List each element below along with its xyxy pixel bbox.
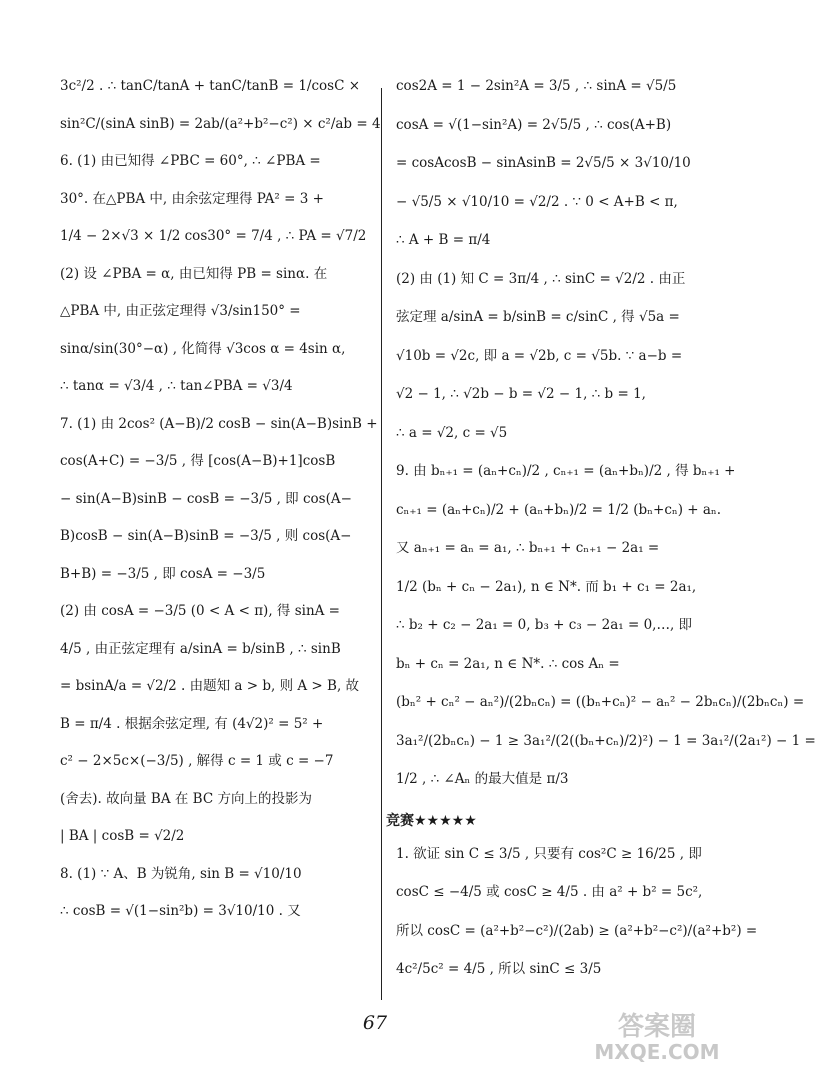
text-line: 1. 欲证 sin C ≤ 3/5 , 只要有 cos²C ≥ 16/25 , 即 [396,845,702,862]
text-line: ∴ A + B = π/4 [396,232,491,248]
watermark-graphic [582,1007,732,1065]
watermark-top-text: 答案圈 [617,1012,697,1042]
watermark-bottom-text: MXQE.COM [594,1040,720,1064]
text-line: ∴ a = √2, c = √5 [396,424,508,441]
text-line: cosC ≤ −4/5 或 cosC ≥ 4/5 . 由 a² + b² = 5c², [396,884,703,900]
text-line: sinα/sin(30°−α) , 化简得 √3cos α = 4sin α, [60,340,346,357]
right-column [386,78,816,1000]
text-line: | BA | cosB = √2/2 [60,828,185,844]
text-line: (bₙ² + cₙ² − aₙ²)/(2bₙcₙ) = ((bₙ+cₙ)² − aₙ² − 2bₙcₙ)/(2bₙcₙ) = [396,694,805,710]
text-line: 又 aₙ₊₁ = aₙ = a₁, ∴ bₙ₊₁ + cₙ₊₁ − 2a₁ = [396,540,660,556]
text-line: cos2A = 1 − 2sin²A = 3/5 , ∴ sinA = √5/5 [396,78,677,94]
text-line: ∴ b₂ + c₂ − 2a₁ = 0, b₃ + c₃ − 2a₁ = 0,…, 即 [396,617,693,633]
text-line: sin²C/(sinA sinB) = 2ab/(a²+b²−c²) × c²/ab = 4 [60,115,381,132]
text-line: = bsinA/a = √2/2 . 由题知 a > b, 则 A > B, 故 [60,678,360,694]
text-line: − sin(A−B)sinB − cosB = −3/5 , 即 cos(A− [60,490,352,507]
text-line: 4c²/5c² = 4/5 , 所以 sinC ≤ 3/5 [396,961,602,977]
left-column [60,78,381,941]
text-line: 所以 cosC = (a²+b²−c²)/(2ab) ≥ (a²+b²−c²)/(a²+b²) = [396,922,758,939]
text-line: 3c²/2 . ∴ tanC/tanA + tanC/tanB = 1/cosC × [60,78,361,94]
text-line: ∴ cosB = √(1−sin²b) = 3√10/10 . 又 [60,903,301,919]
text-line: c² − 2×5c×(−3/5) , 解得 c = 1 或 c = −7 [60,753,334,769]
text-line: 弦定理 a/sinA = b/sinB = c/sinC , 得 √5a = [396,309,680,325]
text-line: − √5/5 × √10/10 = √2/2 . ∵ 0 < A+B < π, [396,193,678,210]
text-line: (2) 由 cosA = −3/5 (0 < A < π), 得 sinA = [60,603,340,619]
text-line: 8. (1) ∵ A、B 为锐角, sin B = √10/10 [60,865,302,882]
text-line: cₙ₊₁ = (aₙ+cₙ)/2 + (aₙ+bₙ)/2 = 1/2 (bₙ+cₙ) + aₙ. [396,501,722,518]
text-line: √2 − 1, ∴ √2b − b = √2 − 1, ∴ b = 1, [396,386,646,402]
text-line: 7. (1) 由 2cos² (A−B)/2 cosB − sin(A−B)sinB + [60,415,378,432]
text-line: cos(A+C) = −3/5 , 得 [cos(A−B)+1]cosB [60,453,336,469]
text-line: 3a₁²/(2bₙcₙ) − 1 ≥ 3a₁²/(2((bₙ+cₙ)/2)²) − 1 = 3a₁²/(2a₁²) − 1 = [396,732,816,749]
text-line: = cosAcosB − sinAsinB = 2√5/5 × 3√10/10 [396,155,691,171]
text-line: (舍去). 故向量 BA 在 BC 方向上的投影为 [60,790,312,807]
text-line: (2) 由 (1) 知 C = 3π/4 , ∴ sinC = √2/2 . 由正 [396,270,686,287]
text-line: 1/2 (bₙ + cₙ − 2a₁), n ∈ N*. 而 b₁ + c₁ = 2a₁, [396,578,697,595]
text-line: (2) 设 ∠PBA = α, 由已知得 PB = sinα. 在 [60,265,328,282]
text-line: cosA = √(1−sin²A) = 2√5/5 , ∴ cos(A+B) [396,116,672,133]
watermark-logo [582,1007,732,1065]
text-line: 1/2 , ∴ ∠Aₙ 的最大值是 π/3 [396,771,569,787]
text-line: bₙ + cₙ = 2a₁, n ∈ N*. ∴ cos Aₙ = [396,655,620,672]
text-line: ∴ tanα = √3/4 , ∴ tan∠PBA = √3/4 [60,378,293,394]
text-line: B)cosB − sin(A−B)sinB = −3/5 , 则 cos(A− [60,528,352,544]
text-line: √10b = √2c, 即 a = √2b, c = √5b. ∵ a−b = [396,347,683,364]
text-line: 6. (1) 由已知得 ∠PBC = 60°, ∴ ∠PBA = [60,153,321,169]
column-divider [381,88,382,1000]
section-heading-competition: 竞赛★★★★★ [386,812,477,829]
text-line: 30°. 在△PBA 中, 由余弦定理得 PA² = 3 + [60,190,324,207]
text-line: △PBA 中, 由正弦定理得 √3/sin150° = [60,303,301,319]
page-number: 67 [362,1012,388,1034]
text-line: 4/5 , 由正弦定理有 a/sinA = b/sinB , ∴ sinB [60,640,341,657]
text-line: B+B) = −3/5 , 即 cosA = −3/5 [60,565,266,582]
text-line: 1/4 − 2×√3 × 1/2 cos30° = 7/4 , ∴ PA = √7/2 [60,228,367,244]
text-line: 9. 由 bₙ₊₁ = (aₙ+cₙ)/2 , cₙ₊₁ = (aₙ+bₙ)/2 , 得 bₙ₊₁ + [396,463,736,479]
text-line: B = π/4 . 根据余弦定理, 有 (4√2)² = 5² + [60,715,324,732]
